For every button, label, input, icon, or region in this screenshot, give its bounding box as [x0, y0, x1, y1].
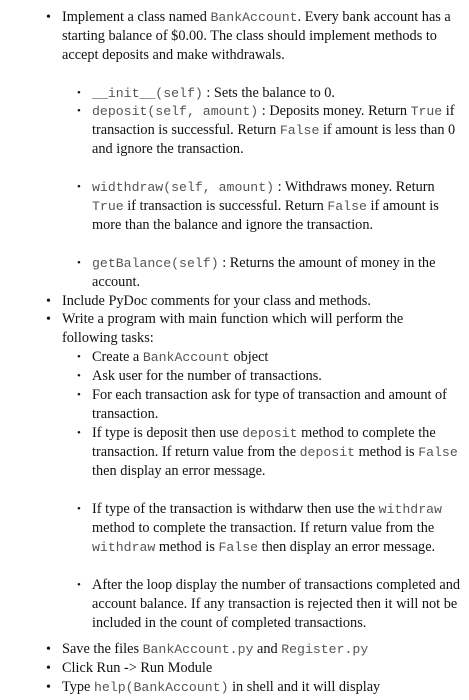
list-item: [62, 659, 458, 678]
text-span: Click Run -> Run Module: [62, 660, 213, 676]
code-span: help(BankAccount): [93, 680, 229, 695]
text-span: Write a program with main function which will perform the following tasks:: [62, 311, 404, 346]
code-span: getBalance(self): [92, 256, 219, 271]
sub-list-item: [92, 348, 462, 367]
list-item: [62, 310, 458, 348]
list-item: [62, 640, 458, 659]
text-span: method is: [155, 539, 219, 555]
bullet-dot: •: [46, 680, 51, 695]
code-span: False: [418, 445, 458, 460]
text-span: For each transaction ask for type of transaction and amount of transaction.: [92, 387, 447, 422]
text-span: method is: [355, 444, 419, 460]
sub-bullet-dot: •: [77, 370, 81, 382]
sub-bullet-dot: •: [77, 181, 81, 193]
sub-list-item: [92, 386, 462, 424]
text-span: : Deposits money. Return: [258, 103, 411, 119]
text-span: Include PyDoc comments for your class and methods.: [62, 293, 371, 309]
code-span: deposit(self, amount): [92, 104, 259, 119]
text-span: Create a: [92, 349, 143, 365]
text-span: . Every bank account has a starting balance of $0.00. The class should implement methods to accept deposits and make withdrawals.: [62, 9, 451, 63]
sub-list-item: [92, 367, 462, 386]
text-span: then display an error message.: [258, 539, 436, 555]
text-span: Implement a class named: [62, 9, 211, 25]
text-span: if transaction is successful. Return: [92, 103, 455, 138]
text-span: If type is deposit then use: [92, 425, 243, 441]
list-item: [62, 8, 458, 65]
code-span: True: [92, 199, 124, 214]
code-span: deposit: [242, 426, 298, 441]
code-span: True: [410, 104, 443, 119]
sub-list-item: [92, 178, 462, 235]
bullet-dot: •: [46, 661, 51, 676]
text-span: object: [229, 349, 269, 365]
sub-list-item: [92, 84, 462, 103]
code-span: BankAccount: [210, 10, 298, 25]
code-span: False: [279, 123, 320, 138]
text-span: if amount is less than 0 and ignore the transaction.: [92, 122, 456, 157]
code-span: False: [218, 540, 259, 555]
sub-bullet-dot: •: [77, 257, 81, 269]
code-span: withdraw: [378, 502, 442, 517]
sub-list-item: [92, 254, 462, 292]
text-span: method to complete the transaction. If return value from the: [92, 425, 436, 460]
text-span: Ask user for the number of transactions.: [92, 368, 322, 384]
list-item: [62, 678, 458, 697]
code-span: deposit: [299, 445, 356, 460]
sub-bullet-dot: •: [77, 579, 81, 591]
code-span: BankAccount.py: [142, 642, 254, 657]
sub-bullet-dot: •: [77, 389, 81, 401]
code-span: False: [327, 199, 367, 214]
sub-bullet-dot: •: [77, 351, 81, 363]
bullet-dot: •: [46, 642, 51, 657]
text-span: : Withdraws money. Return: [274, 179, 435, 195]
list-item: [62, 292, 458, 311]
text-span: Type: [62, 679, 94, 695]
bullet-dot: •: [46, 312, 51, 327]
sub-bullet-dot: •: [77, 427, 81, 439]
text-span: Save the files: [62, 641, 143, 657]
code-span: widthdraw(self, amount): [92, 180, 275, 195]
sub-bullet-dot: •: [77, 503, 81, 515]
bullet-dot: •: [46, 294, 51, 309]
text-span: method to complete the transaction. If return value from the: [92, 520, 435, 536]
text-span: and: [253, 641, 282, 657]
text-span: then display an error message.: [92, 463, 266, 479]
text-span: if transaction is successful. Return: [123, 198, 328, 214]
sub-bullet-dot: •: [77, 105, 81, 117]
text-span: After the loop display the number of transactions completed and account balance. If any transaction is rejected then it will not be included in the count of completed transactions.: [92, 577, 461, 631]
code-span: __init__(self): [92, 86, 203, 101]
sub-bullet-dot: •: [77, 87, 81, 99]
text-span: : Sets the balance to 0.: [202, 85, 336, 101]
bullet-dot: •: [46, 10, 51, 25]
text-span: : Returns the amount of money in the account.: [92, 255, 436, 290]
text-span: if amount is more than the balance and ignore the transaction.: [92, 198, 439, 233]
sub-list-item: [92, 424, 462, 481]
code-span: BankAccount: [142, 350, 230, 365]
text-span: If type of the transaction is withdarw then use the: [92, 501, 379, 517]
sub-list-item: [92, 576, 462, 633]
sub-list-item: [92, 500, 462, 557]
text-span: in shell and it will display: [228, 679, 381, 695]
code-span: withdraw: [92, 540, 156, 555]
sub-list-item: [92, 102, 462, 159]
code-span: Register.py: [281, 642, 369, 657]
